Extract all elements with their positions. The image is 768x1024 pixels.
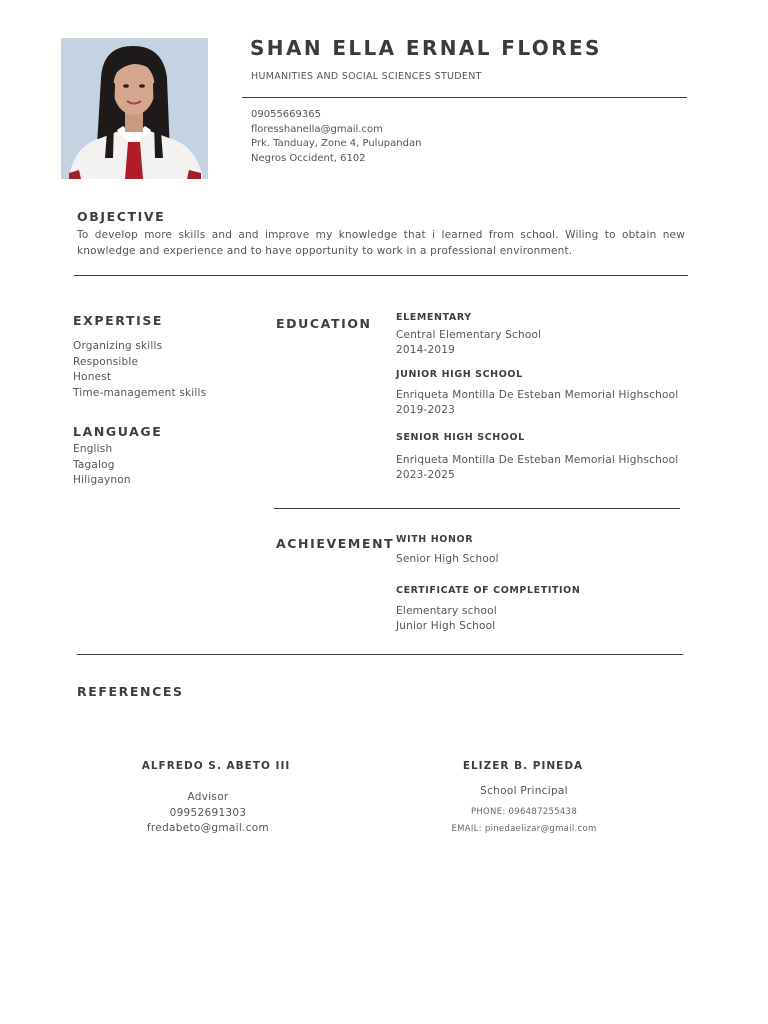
language-heading: LANGUAGE	[73, 424, 163, 439]
reference-role: School Principal	[480, 785, 568, 797]
education-years: 2023-2025	[396, 469, 456, 481]
education-level: SENIOR HIGH SCHOOL	[396, 432, 525, 443]
achievement-line: Elementary school	[396, 605, 497, 617]
objective-divider	[74, 275, 688, 276]
contact-email: floresshanella@gmail.com	[251, 123, 383, 135]
contact-address-line1: Prk. Tanduay, Zone 4, Pulupandan	[251, 138, 422, 149]
contact-address-line2: Negros Occident, 6102	[251, 152, 366, 164]
applicant-title: HUMANITIES AND SOCIAL SCIENCES STUDENT	[251, 71, 482, 82]
education-school: Enriqueta Montilla De Esteban Memorial Highschool	[396, 454, 679, 466]
education-heading: EDUCATION	[276, 316, 372, 331]
contact-phone: 09055669365	[251, 109, 321, 120]
education-level: JUNIOR HIGH SCHOOL	[396, 369, 523, 380]
language-list	[73, 442, 131, 489]
education-school: Central Elementary School	[396, 329, 542, 341]
reference-contact	[424, 804, 624, 838]
reference-email: EMAIL: pinedaelizar@gmail.com	[451, 824, 597, 834]
achievement-heading: ACHIEVEMENT	[276, 536, 395, 551]
language-item: Hiligaynon	[73, 474, 131, 486]
reference-role: Advisor	[187, 791, 229, 803]
education-school: Enriqueta Montilla De Esteban Memorial Highschool	[396, 389, 679, 401]
reference-email: fredabeto@gmail.com	[146, 822, 270, 834]
reference-name: ALFREDO S. ABETO III	[141, 760, 291, 772]
applicant-name: SHAN ELLA ERNAL FLORES	[250, 36, 602, 60]
expertise-item: Honest	[73, 371, 112, 383]
expertise-item: Time-management skills	[73, 386, 207, 399]
reference-details	[108, 790, 308, 837]
references-heading: REFERENCES	[77, 684, 184, 699]
reference-name: ELIZER B. PINEDA	[462, 760, 584, 772]
header-divider	[242, 97, 687, 98]
achievement-line: Junior High School	[396, 620, 496, 632]
achievement-divider	[77, 654, 683, 655]
reference-card	[116, 760, 316, 772]
achievement-title: WITH HONOR	[396, 534, 474, 545]
education-divider	[274, 508, 680, 509]
reference-phone: 09952691303	[169, 806, 247, 819]
reference-card	[423, 760, 623, 772]
achievement-line: Senior High School	[396, 553, 499, 565]
language-item: English	[73, 443, 113, 455]
education-years: 2014-2019	[396, 344, 456, 356]
contact-block	[251, 108, 421, 166]
expertise-heading: EXPERTISE	[73, 313, 164, 328]
language-item: Tagalog	[73, 458, 115, 471]
objective-heading: OBJECTIVE	[77, 209, 166, 224]
reference-details	[424, 784, 624, 799]
achievement-title: CERTIFICATE OF COMPLETITION	[396, 585, 581, 596]
expertise-item: Organizing skills	[73, 340, 163, 352]
reference-phone: PHONE: 096487255438	[470, 807, 578, 817]
profile-photo	[61, 38, 208, 179]
objective-text: To develop more skills and and improve my knowledge that i learned from school. Wiling to obtain new knowledge and experience and to have opportunity to work in a professional environment.	[77, 229, 685, 257]
expertise-item: Responsible	[73, 355, 139, 368]
education-level: ELEMENTARY	[396, 312, 472, 323]
expertise-list	[73, 339, 206, 401]
education-years: 2019-2023	[396, 404, 456, 416]
